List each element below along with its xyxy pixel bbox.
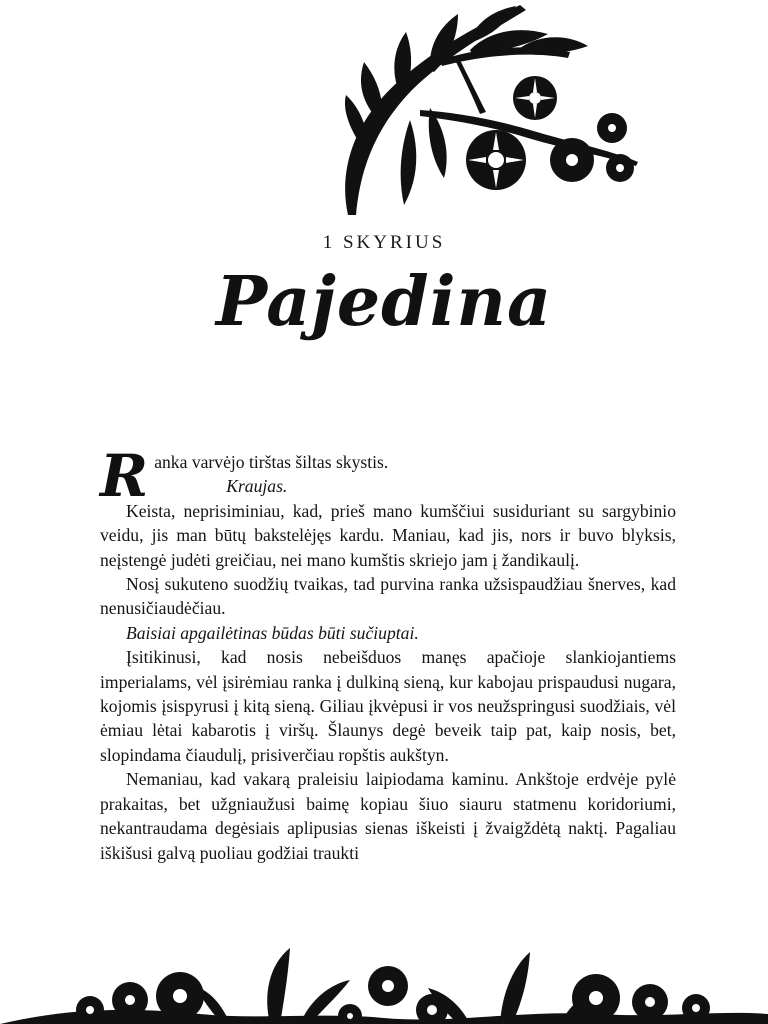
paragraph-4: Nosį sukuteno suodžių tvaikas, tad purvina ranka užsispaudžiau šnerves, kad nenusičiaudėčiau. (100, 574, 676, 619)
floral-ornament-top (320, 0, 650, 220)
chapter-number: 1 SKYRIUS (322, 232, 446, 253)
paragraph-5: Baisiai apgailėtinas būdas būti sučiuptai. (126, 622, 419, 643)
chapter-title: Pajedina (215, 262, 553, 342)
chapter-body (100, 442, 676, 865)
drop-cap: R (100, 442, 149, 510)
floral-ornament-bottom (0, 940, 768, 1024)
paragraph-3: Keista, neprisiminiau, kad, prieš mano kumščiui susiduriant su sargybinio veidu, jis man būtų bakstelėjęs kardu. Maniau, kad jis, nors ir buvo blyksis, neįstengė judėti greičiau, nei mano kumštis skriejo jam į žandikaulį. (100, 500, 676, 570)
paragraph-1: Ranka varvėjo tirštas šiltas skystis. (100, 442, 389, 510)
paragraph-7: Nemaniau, kad vakarą praleisiu laipiodama kaminu. Ankštoje erdvėje pylė prakaitas, bet užgniaužusi baimę kopiau šiuo siauru statmenu koridoriumi, nekantraudama degėsiais aplipusias sienas iškeisti į žvaigždėtą naktį. Pagaliau iškišusi galvą puoliau godžiai traukti (100, 769, 676, 863)
paragraph-6: Įsitikinusi, kad nosis nebeišduos manęs apačioje slankiojantiems imperialams, vėl įsirėmiau ranka į dulkiną sieną, kur kabojau prispaudusi nugara, kojomis įsispyrusi į kitą sieną. Giliau įkvėpusi ir vos neužspringusi suodžiais, vėl ėmiau lėtai kabarotis į viršų. Šlaunys degė beveik taip pat, kaip nosis, bet, slopindama čiaudulį, prisiverčiau ropštis aukštyn. (100, 647, 676, 765)
paragraph-2: Kraujas. (226, 476, 288, 497)
